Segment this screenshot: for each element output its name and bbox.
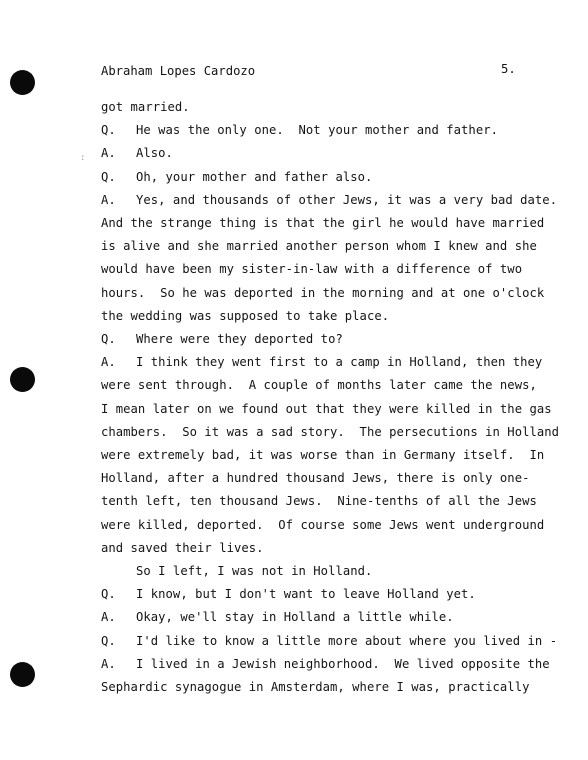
- transcript-line: [101, 610, 454, 624]
- transcript-line: [101, 170, 372, 184]
- transcript-line: [101, 494, 537, 508]
- transcript-line: [101, 146, 173, 160]
- answer-label: A.: [101, 610, 116, 625]
- transcript-line: [101, 425, 559, 439]
- answer-label: A.: [101, 192, 116, 207]
- question-label: Q.: [101, 633, 116, 648]
- transcript-text: were extremely bad, it was worse than in Germany itself. In: [101, 448, 545, 462]
- transcript-text: Oh, your mother and father also.: [136, 169, 373, 184]
- transcript-text: Yes, and thousands of other Jews, it was a very bad date.: [136, 192, 558, 207]
- transcript-line: [101, 239, 537, 253]
- transcript-text: Okay, we'll stay in Holland a little while.: [136, 610, 454, 625]
- transcript-line: [101, 471, 529, 485]
- transcript-text: I'd like to know a little more about where you lived in -: [136, 633, 558, 648]
- transcript-text: tenth left, ten thousand Jews. Nine-tenths of all the Jews: [101, 494, 537, 509]
- header-interviewee-name: Abraham Lopes Cardozo: [101, 64, 256, 78]
- transcript-text: I think they went first to a camp in Holland, then they: [136, 355, 543, 370]
- transcript-text: And the strange thing is that the girl he would have married: [101, 216, 545, 230]
- transcript-line: [101, 286, 544, 300]
- transcript-text: I know, but I don't want to leave Holland yet.: [136, 587, 476, 602]
- transcript-text: Sephardic synagogue in Amsterdam, where I was, practically: [101, 680, 530, 694]
- punch-hole-middle: [10, 367, 35, 392]
- transcript-text: Where were they deported to?: [136, 332, 343, 346]
- transcript-text: chambers. So it was a sad story. The persecutions in Holland: [101, 424, 560, 439]
- transcript-text: would have been my sister-in-law with a difference of two: [101, 262, 523, 277]
- transcript-text: Also.: [136, 146, 173, 161]
- answer-label: A.: [101, 355, 116, 370]
- transcript-text: got married.: [101, 100, 190, 114]
- question-label: Q.: [101, 587, 116, 602]
- transcript-line: [101, 193, 557, 207]
- transcript-text: were sent through. A couple of months later came the news,: [101, 378, 537, 393]
- answer-label: A.: [101, 146, 116, 161]
- transcript-line: [101, 402, 552, 416]
- transcript-line: [101, 216, 544, 230]
- transcript-line: [101, 518, 544, 532]
- punch-hole-top: [10, 70, 35, 95]
- transcript-line: [101, 378, 537, 392]
- transcript-text: Holland, after a hundred thousand Jews, there is only one-: [101, 471, 530, 486]
- transcript-line: [101, 657, 550, 671]
- transcript-line: [101, 634, 557, 648]
- transcript-line: [101, 332, 343, 346]
- transcript-line: [101, 100, 190, 114]
- transcript-text: He was the only one. Not your mother and father.: [136, 123, 498, 138]
- transcript-line: [101, 541, 264, 555]
- transcript-line: [101, 262, 522, 276]
- margin-mark: :: [80, 153, 86, 163]
- transcript-text: were killed, deported. Of course some Jews went underground: [101, 517, 545, 532]
- page-number: 5.: [501, 62, 516, 76]
- transcript-text: is alive and she married another person whom I knew and she: [101, 239, 537, 254]
- transcript-text: hours. So he was deported in the morning and at one o'clock: [101, 285, 545, 300]
- transcript-text: So I left, I was not in Holland.: [136, 564, 373, 578]
- punch-hole-bottom: [10, 662, 35, 687]
- question-label: Q.: [101, 332, 116, 346]
- question-label: Q.: [101, 123, 116, 138]
- transcript-text: I lived in a Jewish neighborhood. We lived opposite the: [136, 656, 550, 671]
- transcript-line: [101, 680, 529, 694]
- transcript-text: the wedding was supposed to take place.: [101, 308, 390, 323]
- transcript-line: [101, 123, 498, 137]
- transcript-line: [101, 448, 544, 462]
- transcript-line: [101, 587, 476, 601]
- question-label: Q.: [101, 169, 116, 184]
- transcript-line: [101, 355, 542, 369]
- answer-label: A.: [101, 656, 116, 671]
- transcript-line: [101, 309, 389, 323]
- transcript-text: I mean later on we found out that they were killed in the gas: [101, 401, 552, 416]
- transcript-text: and saved their lives.: [101, 540, 264, 555]
- transcript-line: [101, 564, 372, 578]
